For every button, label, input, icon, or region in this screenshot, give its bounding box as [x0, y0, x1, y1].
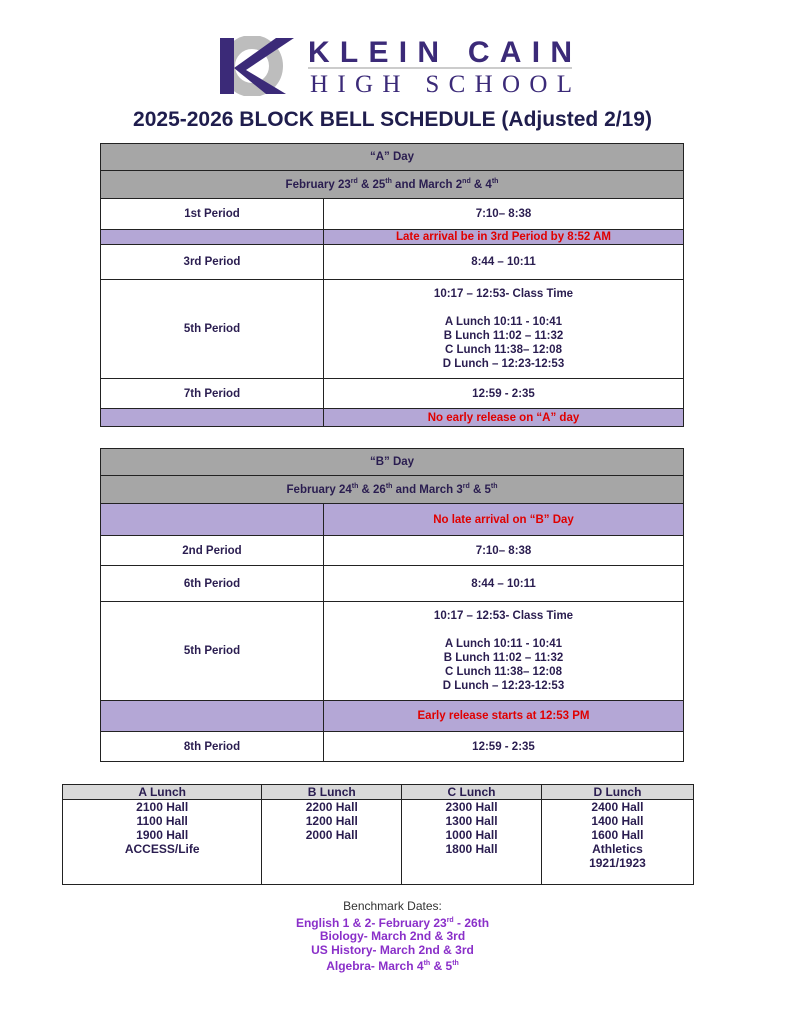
day-header-row: [101, 449, 684, 476]
day-header-row: [101, 144, 684, 171]
schedule-row: [101, 245, 684, 280]
benchmark-item: Algebra- March 4th & 5th: [326, 959, 459, 973]
lunch-halls: 2400 Hall 1400 Hall 1600 Hall Athletics 1921/1923: [541, 800, 693, 885]
schedule-note: No early release on “A” day: [324, 409, 684, 427]
day-header: “B” Day: [101, 449, 684, 476]
period-label: 7th Period: [101, 379, 324, 409]
period-time: 7:10– 8:38: [324, 536, 684, 566]
lunch-header: C Lunch: [402, 785, 542, 800]
period-time: 12:59 - 2:35: [324, 379, 684, 409]
day-dates: February 24th & 26th and March 3rd & 5th: [101, 476, 684, 504]
schedule-row: [101, 409, 684, 427]
benchmark-item: US History- March 2nd & 3rd: [311, 942, 474, 957]
schedule-row: [101, 536, 684, 566]
schedule-note: Early release starts at 12:53 PM: [324, 701, 684, 732]
schedule-row: [101, 504, 684, 536]
benchmark-dates: [0, 900, 785, 974]
dates-row: [101, 171, 684, 199]
schedule-note: Late arrival be in 3rd Period by 8:52 AM: [324, 230, 684, 245]
schedule-row: [101, 379, 684, 409]
period-label: [101, 409, 324, 427]
period-time: 12:59 - 2:35: [324, 732, 684, 762]
dates-row: [101, 476, 684, 504]
period-time: 8:44 – 10:11: [324, 245, 684, 280]
svg-text:HIGH SCHOOL: HIGH SCHOOL: [310, 71, 572, 96]
benchmark-heading: Benchmark Dates:: [343, 899, 442, 913]
svg-text:KLEIN CAIN: KLEIN CAIN: [308, 36, 572, 69]
lunch-hall-table: [62, 784, 694, 885]
schedule-note: No late arrival on “B” Day: [324, 504, 684, 536]
school-logo: [216, 36, 576, 96]
period-label: [101, 701, 324, 732]
b-day-table: [100, 448, 684, 762]
page-title: 2025-2026 BLOCK BELL SCHEDULE (Adjusted 2/19): [133, 108, 652, 131]
schedule-row: [101, 602, 684, 701]
benchmark-item: Biology- March 2nd & 3rd: [319, 929, 466, 943]
schedule-row: [101, 566, 684, 602]
period-label: [101, 230, 324, 245]
schedule-row: [101, 199, 684, 230]
period-time-detail: 10:17 – 12:53- Class Time A Lunch 10:11 - 10:41 B Lunch 11:02 – 11:32 C Lunch 11:38– 12:08 D Lunch – 12:23-12:53: [324, 280, 684, 379]
period-label: 1st Period: [101, 199, 324, 230]
schedule-row: [101, 230, 684, 245]
period-label: 3rd Period: [101, 245, 324, 280]
schedule-row: [101, 280, 684, 379]
lunch-header: D Lunch: [541, 785, 693, 800]
lunch-halls: 2300 Hall 1300 Hall 1000 Hall 1800 Hall: [402, 800, 542, 885]
period-label: 8th Period: [101, 732, 324, 762]
period-label: 6th Period: [101, 566, 324, 602]
period-time: 8:44 – 10:11: [324, 566, 684, 602]
lunch-header: A Lunch: [63, 785, 262, 800]
period-label: 5th Period: [101, 280, 324, 379]
period-time: 7:10– 8:38: [324, 199, 684, 230]
schedule-row: [101, 732, 684, 762]
day-header: “A” Day: [101, 144, 684, 171]
day-dates: February 23rd & 25th and March 2nd & 4th: [101, 171, 684, 199]
lunch-header: B Lunch: [262, 785, 402, 800]
period-time-detail: 10:17 – 12:53- Class Time A Lunch 10:11 - 10:41 B Lunch 11:02 – 11:32 C Lunch 11:38– 12:08 D Lunch – 12:23-12:53: [324, 602, 684, 701]
schedule-row: [101, 701, 684, 732]
a-day-table: [100, 143, 684, 427]
period-label: 2nd Period: [101, 536, 324, 566]
period-label: 5th Period: [101, 602, 324, 701]
lunch-halls: 2100 Hall 1100 Hall 1900 Hall ACCESS/Life: [63, 800, 262, 885]
lunch-halls: 2200 Hall 1200 Hall 2000 Hall: [262, 800, 402, 885]
period-label: [101, 504, 324, 536]
benchmark-item: English 1 & 2- February 23rd - 26th: [295, 915, 490, 930]
